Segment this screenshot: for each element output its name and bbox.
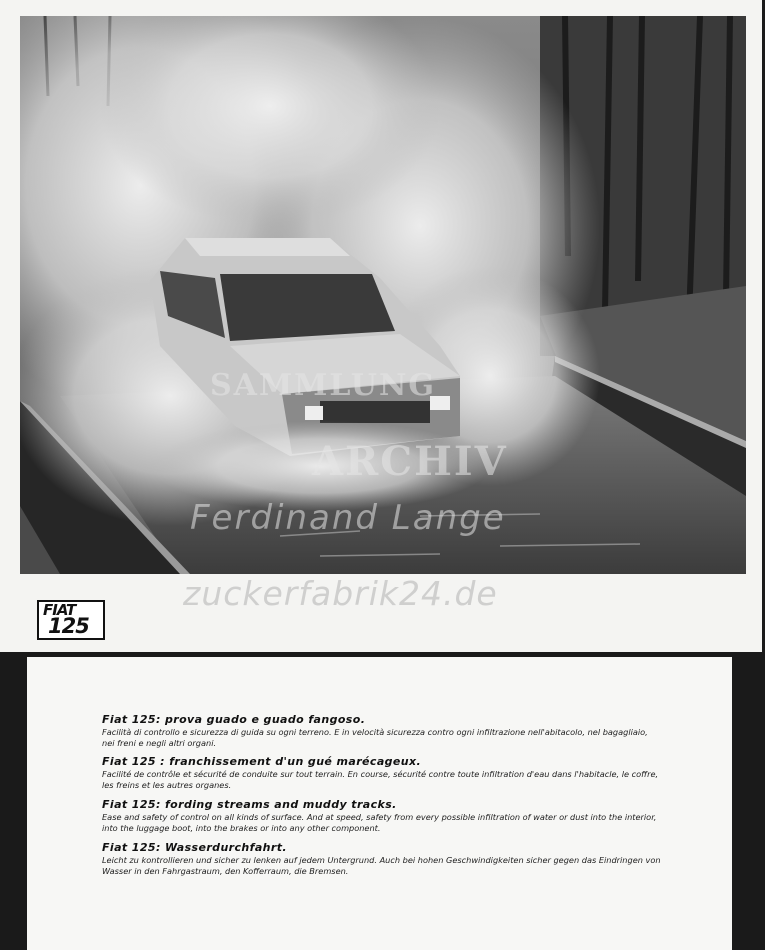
caption-text: Ease and safety of control on all kinds of surface. And at speed, safety from every possible infiltration of water or dust into the interior, into the luggage boot, into the brakes or into any other component. [102, 812, 657, 833]
caption-italian [102, 713, 662, 748]
caption-heading: Fiat 125: Wasserdurchfahrt. [102, 841, 287, 854]
fiat-125-logo [37, 600, 105, 640]
caption-heading: Fiat 125 : franchissement d'un gué marécageux. [102, 755, 422, 768]
caption-text: Facilità di controllo e sicurezza di guida su ogni terreno. E in velocità sicurezza contro ogni infiltrazione nell'abitacolo, nel bagagliaio, nei freni e negli altri organi. [102, 727, 648, 748]
logo-line-2: 125 [48, 614, 89, 638]
caption-text: Facilité de contrôle et sécurité de conduite sur tout terrain. En course, sécurité contre toute infiltration d'eau dans l'habitacle, le coffre, les freins et les autres organes. [102, 769, 659, 790]
caption-german [102, 841, 662, 876]
watermark-line-3: Ferdinand Lange [190, 498, 506, 538]
logo-line-1: FIAT [43, 601, 76, 619]
watermark-line-2: ARCHIV [312, 438, 508, 485]
photo-illustration [20, 16, 746, 574]
caption-french [102, 755, 662, 790]
site-watermark: zuckerfabrik24.de [183, 574, 498, 613]
press-photo [20, 16, 746, 574]
caption-heading: Fiat 125: prova guado e guado fangoso. [102, 713, 366, 726]
caption-text: Leicht zu kontrollieren und sicher zu lenken auf jedem Untergrund. Auch bei hohen Geschwindigkeiten sicher gegen das Eindringen von Wasser in den Fahrgastraum, den Kofferraum, die Bremsen. [102, 855, 661, 876]
caption-sheet [27, 657, 732, 950]
watermark-line-1: SAMMLUNG [210, 368, 437, 403]
caption-heading: Fiat 125: fording streams and muddy tracks. [102, 798, 397, 811]
caption-english [102, 798, 662, 833]
